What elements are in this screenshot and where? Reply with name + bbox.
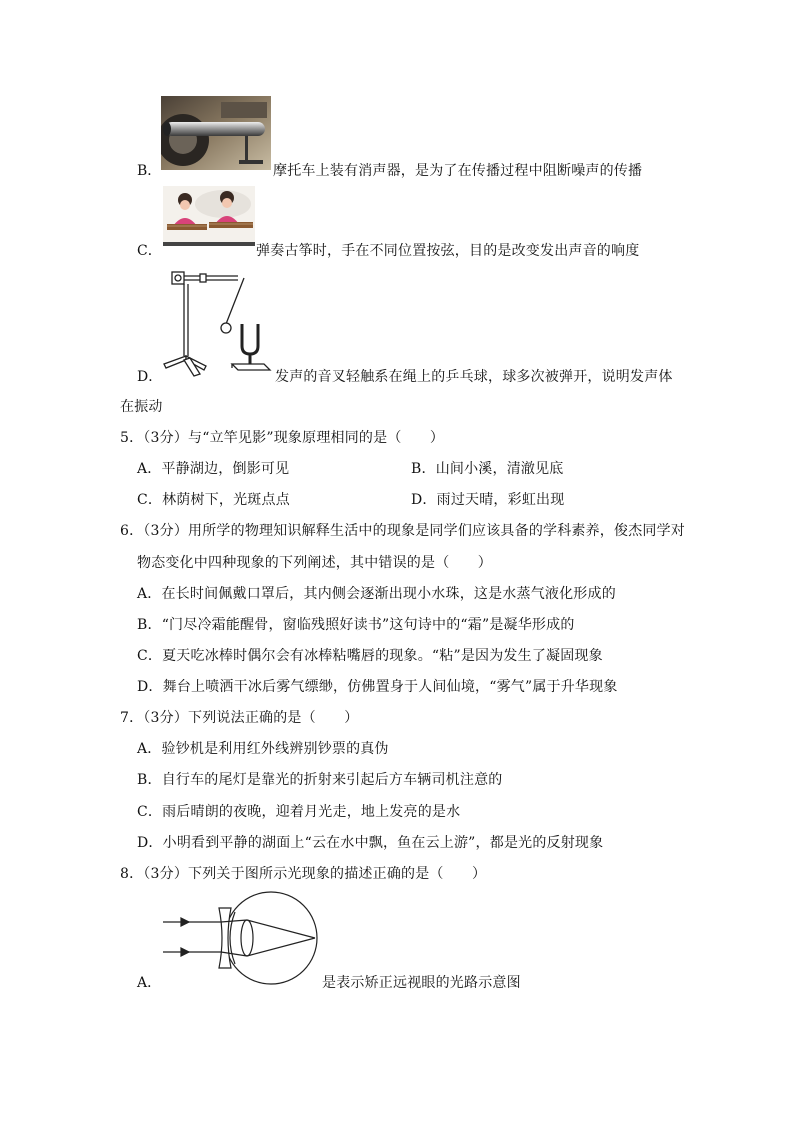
q7-stem: 7．（3分）下列说法正确的是（ ） — [120, 710, 359, 726]
q8-a-text: 是表示矫正远视眼的光路示意图 — [322, 975, 521, 991]
guzheng-players-photo — [163, 186, 255, 246]
eye-lens-ray-diagram — [161, 890, 323, 990]
q4-b-text: 摩托车上装有消声器，是为了在传播过程中阻断噪声的传播 — [273, 163, 643, 179]
q6-stem-line2: 物态变化中四种现象的下列阐述，其中错误的是（ ） — [137, 555, 492, 571]
q4-c-label: C． — [137, 243, 162, 259]
tuning-fork-pingpong-diagram — [160, 266, 274, 378]
q4-c-text: 弹奏古筝时，手在不同位置按弦，目的是改变发出声音的响度 — [256, 243, 640, 259]
q5-option-c: C．林荫树下，光斑点点 — [137, 492, 290, 508]
q5-stem: 5．（3分）与“立竿见影”现象原理相同的是（ ） — [120, 430, 445, 446]
q6-option-a: A．在长时间佩戴口罩后，其内侧会逐渐出现小水珠，这是水蒸气液化形成的 — [137, 586, 616, 602]
q5-option-b: B．山间小溪，清澈见底 — [411, 461, 564, 477]
q7-option-a: A．验钞机是利用红外线辨别钞票的真伪 — [137, 741, 389, 757]
q4-d-text-continued: 在振动 — [120, 399, 163, 415]
q8-a-label: A． — [137, 975, 162, 991]
q7-option-d: D．小明看到平静的湖面上“云在水中飘，鱼在云上游”，都是光的反射现象 — [137, 835, 604, 851]
q7-option-b: B．自行车的尾灯是靠光的折射来引起后方车辆司机注意的 — [137, 772, 503, 788]
q4-b-label: B． — [137, 163, 162, 179]
q6-option-d: D．舞台上喷洒干冰后雾气缥缈，仿佛置身于人间仙境，“雾气”属于升华现象 — [137, 679, 618, 695]
q6-stem-line1: 6．（3分）用所学的物理知识解释生活中的现象是同学们应该具备的学科素养，俊杰同学对 — [120, 523, 686, 539]
q4-d-label: D． — [137, 369, 163, 385]
q6-option-b: B．“门尽冷霜能醒骨，窗临残照好读书”这句诗中的“霜”是凝华形成的 — [137, 617, 575, 633]
q5-option-d: D．雨过天晴，彩虹出现 — [411, 492, 565, 508]
q5-option-a: A．平静湖边，倒影可见 — [137, 461, 290, 477]
q6-option-c: C．夏天吃冰棒时偶尔会有冰棒粘嘴唇的现象。“粘”是因为发生了凝固现象 — [137, 648, 603, 664]
q7-option-c: C．雨后晴朗的夜晚，迎着月光走，地上发亮的是水 — [137, 804, 461, 820]
q8-stem: 8．（3分）下列关于图所示光现象的描述正确的是（ ） — [120, 866, 487, 882]
q4-d-text: 发声的音叉轻触系在绳上的乒乓球，球多次被弹开，说明发声体 — [275, 369, 673, 385]
motorcycle-muffler-photo — [161, 96, 271, 170]
